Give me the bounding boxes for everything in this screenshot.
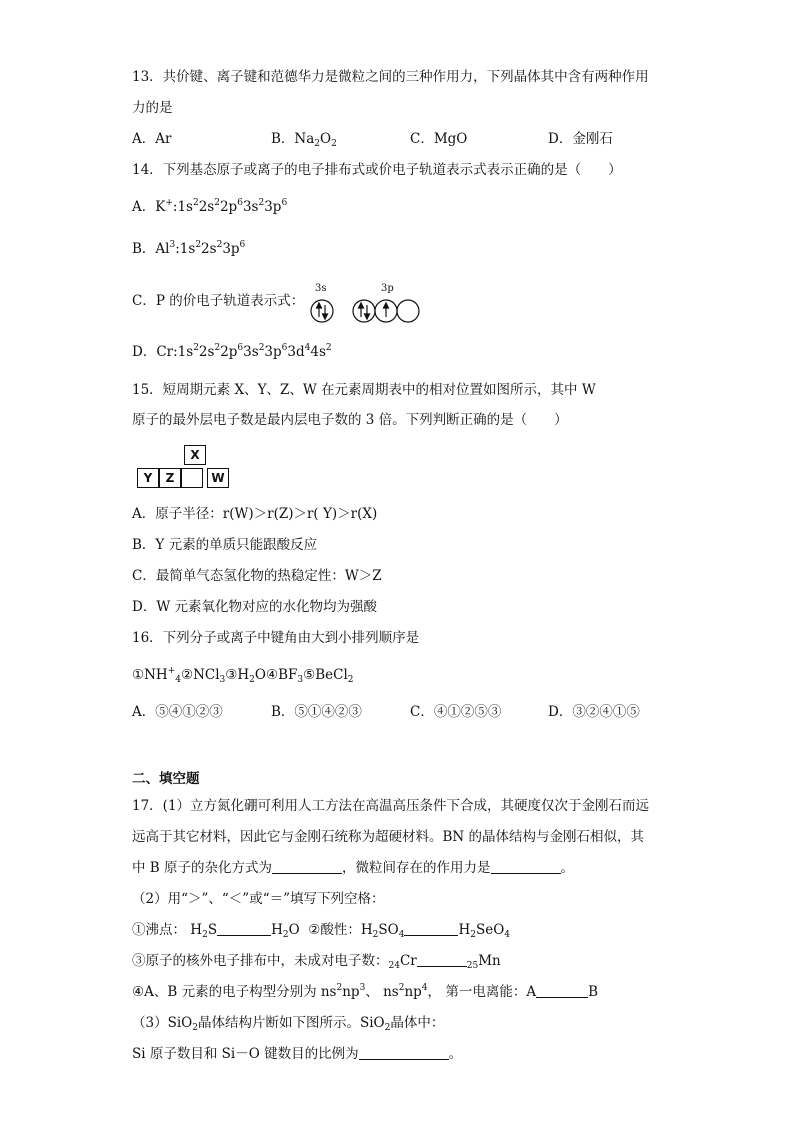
blank-acidity[interactable] [404,921,458,936]
blank-interaction-force[interactable] [491,859,561,874]
q13-option-d: D．金刚石 [548,131,613,147]
cell-z: Z [159,468,181,488]
q17-part2-row3: ④A、B 元素的电子构型分别为 $ns^2np^3$、 $ns^2np^4$， 第一电离能：A B [132,983,598,1000]
q16-species-list: $①NH^+_4②NCl_3③H_2O④BF_3⑤BeCl_2$ [132,666,354,685]
q14-option-d: D．$Cr:1s^22s^22p^63s^23p^63d^44s^2$ [132,343,332,360]
blank-si-bond-ratio[interactable] [359,1045,449,1060]
q17-line3: 中 B 原子的杂化方式为 ，微粒间存在的作用力是 。 [132,860,575,876]
q17-line1: 17．(1）立方氮化硼可利用人工方法在高温高压条件下合成，其硬度仅次于金刚石而远 [132,798,650,814]
q13-option-b: B．$Na_2O_2$ [271,131,337,149]
q15-option-b: B．Y 元素的单质只能跟酸反应 [132,537,318,553]
q14-option-b: B．$Al^3:1s^22s^23p^6$ [132,240,246,257]
orbital-3s-label: 3s [315,283,327,294]
cell-y: Y [137,468,159,488]
q14-option-a: A．$K^+:1s^22s^22p^63s^23p^6$ [132,198,288,215]
q13-stem-line1: 13．共价键、离子键和范德华力是微粒之间的三种作用力，下列晶体其中含有两种作用 [132,69,649,85]
orbital-3p-label: 3p [381,283,394,294]
q17-part2-row1: ①沸点： $H_2S$ $H_2O$ ②酸性：$H_2SO_4$ $H_2SeO_4$ [132,922,510,940]
q13-option-c: C．MgO [410,131,468,147]
q17-part2-intro: （2）用“＞”、“＜”或“＝”填写下列空格： [132,891,385,907]
q17-line2: 远高于其它材料，因此它与金刚石统称为超硬材料。BN 的晶体结构与金刚石相似，其 [132,829,645,845]
cell-empty [181,468,203,488]
orbital-3p-circle-3 [397,300,419,322]
q16-option-d: D．③②④①⑤ [548,704,640,720]
q15-stem-line2: 原子的最外层电子数是最内层电子数的 3 倍。下列判断正确的是（ ） [132,412,568,428]
q15-option-d: D．W 元素氧化物对应的水化物均为强酸 [132,599,377,615]
blank-hybridization[interactable] [272,859,342,874]
q15-stem-line1: 15．短周期元素 X、Y、Z、W 在元素周期表中的相对位置如图所示，其中 W [132,382,596,398]
phosphorus-orbital-diagram [308,297,428,325]
orbital-3p-circle-1 [353,300,375,322]
cell-w: W [207,468,229,488]
blank-boiling-point[interactable] [217,921,271,936]
q13-option-a: A．Ar [132,131,172,147]
q15-option-c: C．最简单气态氢化物的热稳定性：W＞Z [132,568,382,584]
q17-part3-line1: （3）SiO$_2$晶体结构片断如下图所示。SiO$_2$晶体中： [132,1015,445,1033]
q13-stem-line2: 力的是 [132,100,173,116]
q16-stem: 16．下列分子或离子中键角由大到小排列顺序是 [132,630,420,646]
blank-unpaired-electrons[interactable] [417,952,467,967]
blank-ionization-energy[interactable] [536,983,588,998]
cell-x: X [184,445,206,465]
q17-part2-row2: ③原子的核外电子排布中，未成对电子数：$_{24}$Cr $_{25}$Mn [132,953,501,971]
q16-option-c: C．④①②⑤③ [410,704,502,720]
q15-option-a: A．原子半径：r(W)＞r(Z)＞r( Y)＞r(X) [132,506,378,522]
q17-part3-line2: Si 原子数目和 Si－O 键数目的比例为 。 [132,1046,463,1062]
orbital-3s-circle [311,300,333,322]
q14-stem: 14．下列基态原子或离子的电子排布式或价电子轨道表示式表示正确的是（ ） [132,162,622,178]
section-title-fill-in: 二、填空题 [132,771,200,787]
q16-option-b: B．⑤①④②③ [271,704,362,720]
q14-option-c: C．P 的价电子轨道表示式： [132,293,305,309]
q16-option-a: A．⑤④①②③ [132,704,223,720]
